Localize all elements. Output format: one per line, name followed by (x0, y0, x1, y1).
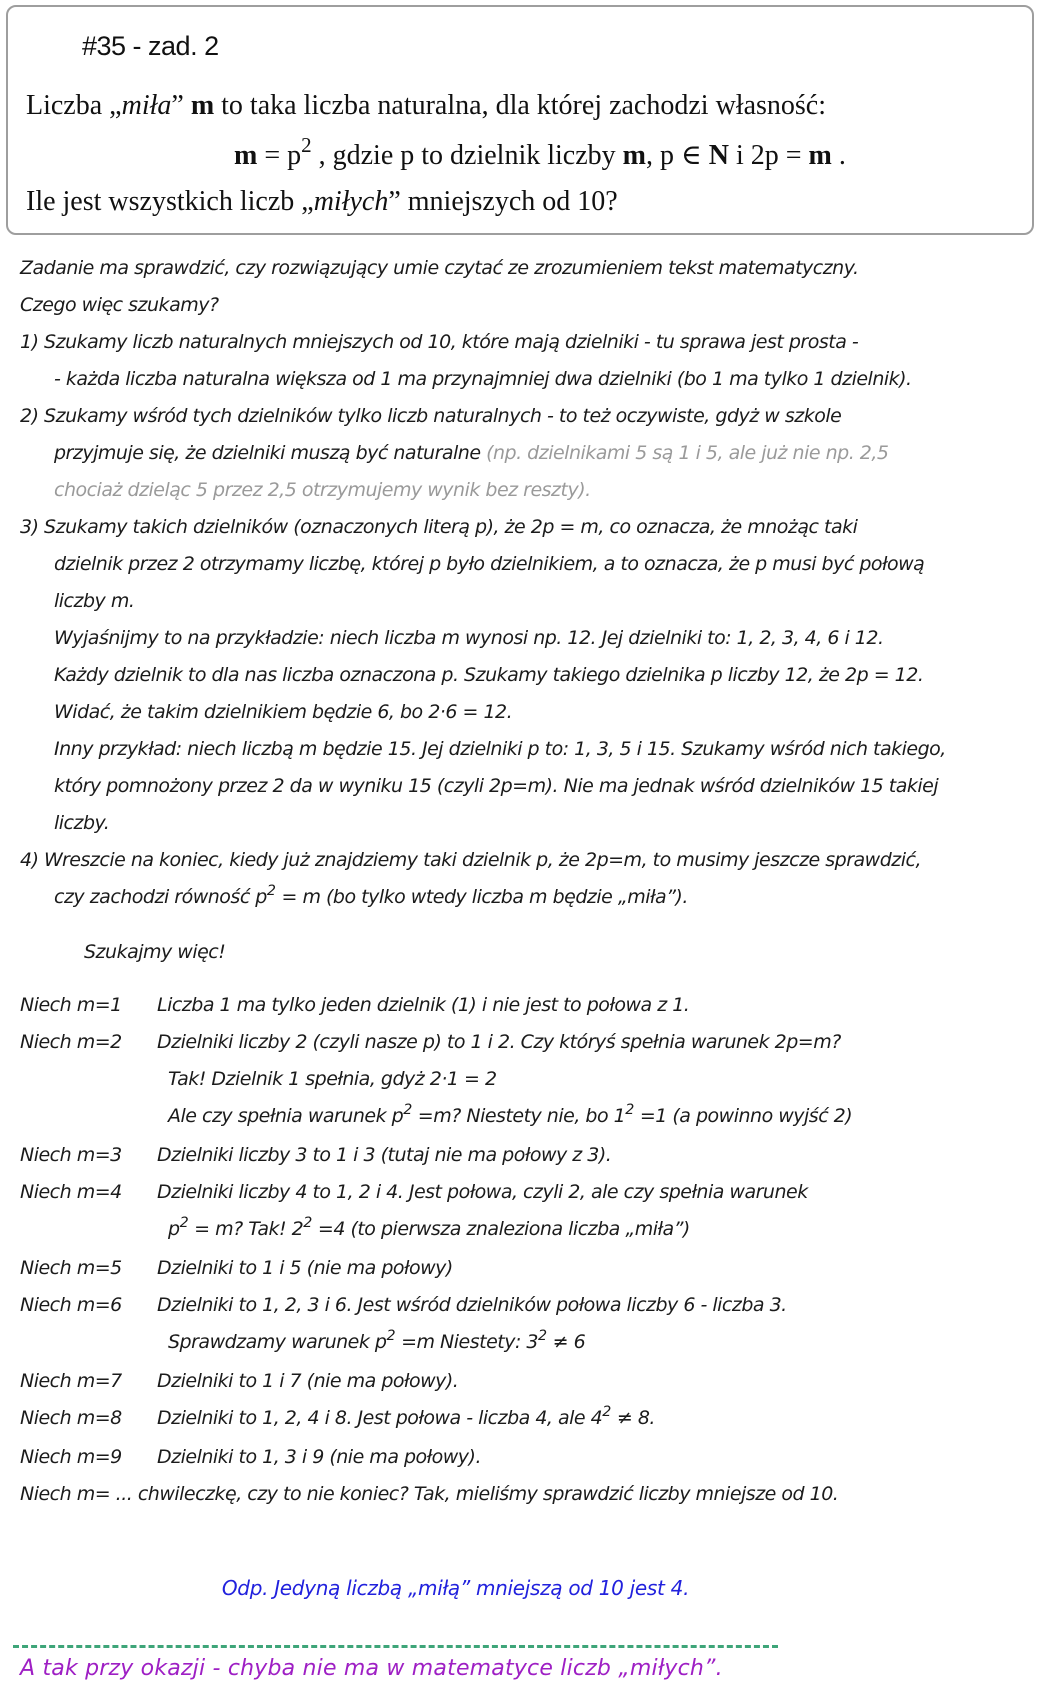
text-segment: 3) Szukamy takich dzielników (oznaczonych literą p), że 2p = m, co oznacza, że mnożąc taki (20, 516, 858, 538)
solution-line (20, 657, 1031, 694)
case-label: Niech m=2 (20, 1031, 122, 1053)
text-segment: ” (171, 90, 191, 121)
text-segment: Dzielniki to 1 i 5 (nie ma połowy) (157, 1257, 453, 1279)
text-segment: Zadanie ma sprawdzić, czy rozwiązujący umie czytać ze zrozumieniem tekst matematyczny. (20, 257, 859, 279)
problem-box (6, 5, 1034, 235)
solution-line (20, 934, 1031, 971)
text-segment: , gdzie p to dzielnik liczby (311, 140, 623, 171)
solution-case-row (20, 1439, 1031, 1476)
text-segment: Czego więc szukamy? (20, 294, 219, 316)
solution-line (20, 1211, 1031, 1250)
text-segment: Dzielniki liczby 2 (czyli nasze p) to 1 i 2. Czy któryś spełnia warunek 2p=m? (157, 1031, 841, 1053)
solution-line (20, 620, 1031, 657)
case-label: Niech m=5 (20, 1257, 122, 1279)
text-segment: Ale czy spełnia warunek p (168, 1105, 404, 1127)
text-segment: =1 (a powinno wyjść 2) (634, 1105, 853, 1127)
text-segment: Widać, że takim dzielnikiem będzie 6, bo 2·6 = 12. (54, 701, 513, 723)
solution-line (20, 1098, 1031, 1137)
superscript: 2 (625, 1102, 635, 1119)
text-segment: =4 (to pierwsza znaleziona liczba „miła”) (312, 1218, 690, 1240)
text-segment: = m? Tak! 2 (188, 1218, 304, 1240)
text-segment: Wyjaśnijmy to na przykładzie: niech liczba m wynosi np. 12. Jej dzielniki to: 1, 2, 3, 4, 6 i 12. (54, 627, 884, 649)
solution-line (20, 472, 1031, 509)
problem-statement (26, 90, 1016, 122)
superscript: 2 (403, 1102, 413, 1119)
text-segment: ≠ 8. (611, 1407, 655, 1429)
text-segment: =m? Niestety nie, bo 1 (412, 1105, 626, 1127)
solution-case-row (20, 1024, 1031, 1061)
solution-case-row (20, 1287, 1031, 1324)
text-segment: (np. dzielnikami 5 są 1 i 5, ale już nie np. 2,5 (486, 442, 889, 464)
text-segment: m (808, 140, 832, 171)
text-segment: 4) Wreszcie na koniec, kiedy już znajdziemy taki dzielnik p, że 2p=m, to musimy jeszcze sprawdzić, (20, 849, 922, 871)
text-segment: =m Niestety: 3 (395, 1331, 538, 1353)
solution-line (20, 324, 1031, 361)
case-text (157, 1024, 841, 1061)
text-segment: m (234, 140, 258, 171)
problem-question (26, 186, 1016, 218)
text-segment: 1) Szukamy liczb naturalnych mniejszych od 10, które mają dzielniki - tu sprawa jest prosta - (20, 331, 859, 353)
text-segment: chociaż dzieląc 5 przez 2,5 otrzymujemy wynik bez reszty). (54, 479, 591, 501)
text-segment: = p (257, 140, 302, 171)
case-text (157, 987, 689, 1024)
solution-line (20, 842, 1031, 879)
solution-line (20, 805, 1031, 842)
case-text (157, 1400, 655, 1439)
answer-line: Odp. Jedyną liczbą „miłą” mniejszą od 10 jest 4. (221, 1576, 690, 1600)
text-segment: Tak! Dzielnik 1 spełnia, gdyż 2·1 = 2 (168, 1068, 497, 1090)
text-segment: miła (121, 90, 172, 121)
case-label: Niech m=4 (20, 1181, 122, 1203)
case-text (157, 1287, 787, 1324)
text-segment: N (708, 140, 729, 171)
solution-line (20, 509, 1031, 546)
solution-line (20, 250, 1031, 287)
case-text (157, 1363, 458, 1400)
solution-line (20, 287, 1031, 324)
solution-case-row (20, 1137, 1031, 1174)
case-label: Niech m=1 (20, 994, 122, 1016)
text-segment: p (168, 1218, 180, 1240)
problem-number: #35 - zad. 2 (82, 31, 219, 61)
text-segment: ” mniejszych od 10? (388, 186, 618, 217)
text-segment: Liczba 1 ma tylko jeden dzielnik (1) i nie jest to połowa z 1. (157, 994, 690, 1016)
text-segment: ≠ 6 (547, 1331, 586, 1353)
solution-line (20, 879, 1031, 918)
superscript: 2 (179, 1215, 189, 1232)
superscript: 2 (386, 1328, 396, 1345)
text-segment: Dzielniki to 1, 2, 3 i 6. Jest wśród dzielników połowa liczby 6 - liczba 3. (157, 1294, 787, 1316)
superscript: 2 (301, 133, 312, 158)
footer-remark: A tak przy okazji - chyba nie ma w matematyce liczb „miłych”. (20, 1656, 723, 1681)
text-segment: Dzielniki liczby 3 to 1 i 3 (tutaj nie ma połowy z 3). (157, 1144, 612, 1166)
solution-line (20, 1061, 1031, 1098)
solution-text (20, 250, 1031, 1513)
text-segment: = m (bo tylko wtedy liczba m będzie „miła”). (275, 886, 688, 908)
text-segment: 2) Szukamy wśród tych dzielników tylko liczb naturalnych - to też oczywiste, gdyż w szkole (20, 405, 842, 427)
text-segment: m (622, 140, 646, 171)
solution-case-row (20, 987, 1031, 1024)
superscript: 2 (303, 1215, 313, 1232)
case-label: Niech m=8 (20, 1407, 122, 1429)
solution-line (20, 731, 1031, 768)
text-segment: Szukajmy więc! (84, 941, 226, 963)
text-segment: dzielnik przez 2 otrzymamy liczbę, której p było dzielnikiem, a to oznacza, że p musi być połową (54, 553, 925, 575)
solution-case-row (20, 1174, 1031, 1211)
case-text (157, 1250, 453, 1287)
dashed-divider (13, 1645, 778, 1648)
superscript: 2 (538, 1328, 548, 1345)
text-segment: to taka liczba naturalna, dla której zachodzi własność: (214, 90, 826, 121)
solution-line (20, 583, 1031, 620)
text-segment: Dzielniki liczby 4 to 1, 2 i 4. Jest połowa, czyli 2, ale czy spełnia warunek (157, 1181, 808, 1203)
case-text (157, 1439, 481, 1476)
solution-case-row (20, 1363, 1031, 1400)
superscript: 2 (602, 1404, 612, 1421)
text-segment: i 2p = (728, 140, 809, 171)
text-segment: . (831, 140, 846, 171)
text-segment: Ile jest wszystkich liczb „ (26, 186, 314, 217)
solution-case-row (20, 1400, 1031, 1439)
solution-line (20, 768, 1031, 805)
solution-line (20, 398, 1031, 435)
text-segment: Każdy dzielnik to dla nas liczba oznaczona p. Szukamy takiego dzielnika p liczby 12, że 2p = 12. (54, 664, 924, 686)
solution-line (20, 546, 1031, 583)
case-text (157, 1137, 611, 1174)
text-segment: m (190, 90, 215, 121)
case-label: Niech m=6 (20, 1294, 122, 1316)
text-segment: , p ∈ (645, 140, 709, 171)
solution-line (20, 361, 1031, 398)
solution-line (20, 1476, 1031, 1513)
case-label: Niech m=9 (20, 1446, 122, 1468)
text-segment: Inny przykład: niech liczbą m będzie 15. Jej dzielniki p to: 1, 3, 5 i 15. Szukamy wśród nich takiego, (54, 738, 946, 760)
solution-line (20, 1324, 1031, 1363)
text-segment: Sprawdzamy warunek p (168, 1331, 387, 1353)
solution-line (20, 694, 1031, 731)
text-segment: Liczba „ (26, 90, 122, 121)
case-text (157, 1174, 808, 1211)
text-segment: Dzielniki to 1, 2, 4 i 8. Jest połowa - liczba 4, ale 4 (157, 1407, 603, 1429)
text-segment: Niech m= ... chwileczkę, czy to nie koniec? Tak, mieliśmy sprawdzić liczby mniejsze od 10. (20, 1483, 839, 1505)
text-segment: czy zachodzi równość p (54, 886, 267, 908)
superscript: 2 (266, 883, 276, 900)
solution-case-row (20, 1250, 1031, 1287)
text-segment: Dzielniki to 1, 3 i 9 (nie ma połowy). (157, 1446, 482, 1468)
text-segment: przyjmuje się, że dzielniki muszą być naturalne (54, 442, 487, 464)
text-segment: liczby m. (54, 590, 135, 612)
problem-equation (234, 133, 1016, 172)
solution-line (20, 435, 1031, 472)
case-label: Niech m=7 (20, 1370, 122, 1392)
text-segment: liczby. (54, 812, 110, 834)
text-segment: - każda liczba naturalna większa od 1 ma przynajmniej dwa dzielniki (bo 1 ma tylko 1 dzielnik). (54, 368, 912, 390)
text-segment: miłych (313, 186, 389, 217)
text-segment: który pomnożony przez 2 da w wyniku 15 (czyli 2p=m). Nie ma jednak wśród dzielników 15 takiej (54, 775, 939, 797)
text-segment: Dzielniki to 1 i 7 (nie ma połowy). (157, 1370, 459, 1392)
case-label: Niech m=3 (20, 1144, 122, 1166)
